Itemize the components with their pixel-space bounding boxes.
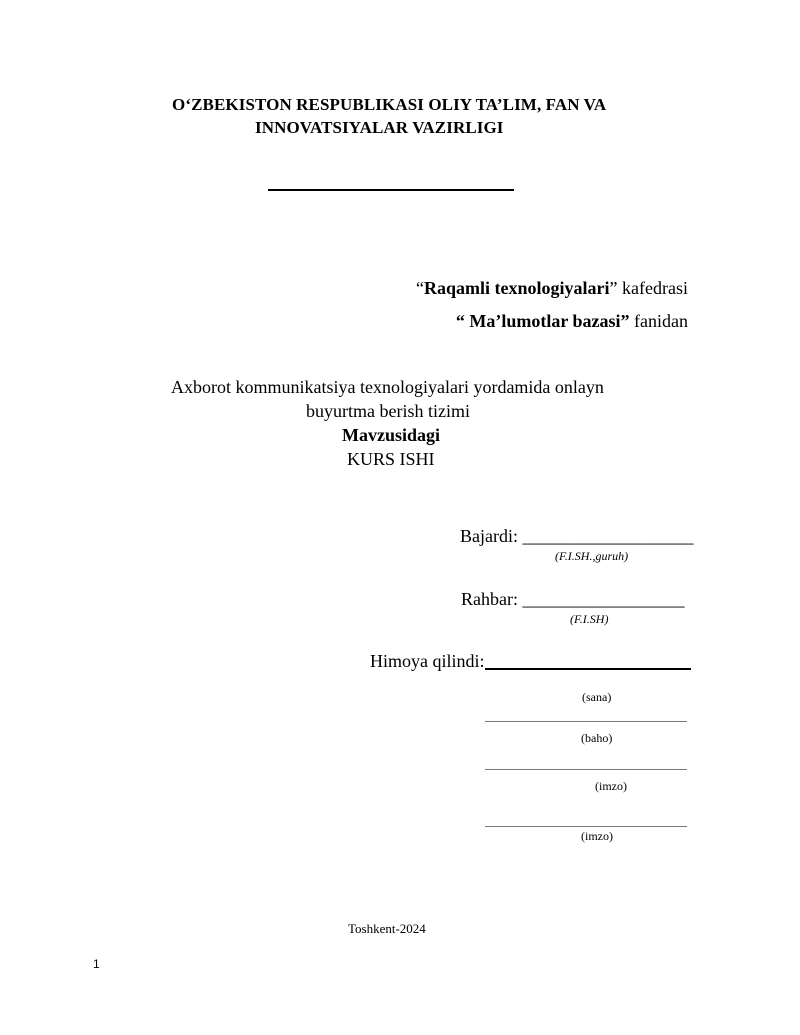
- ministry-title-line2: INNOVATSIYALAR VAZIRLIGI: [255, 118, 504, 137]
- subject-line: [456, 311, 688, 332]
- page-number: 1: [93, 957, 100, 971]
- department-line: [416, 278, 688, 299]
- university-blank-line: [268, 189, 514, 191]
- grade-hint: (baho): [581, 731, 613, 745]
- city-year: Toshkent-2024: [348, 921, 426, 936]
- supervisor-hint: (F.I.SH): [570, 612, 609, 626]
- signature-blank-line-2: [485, 826, 687, 827]
- signature-hint-1: (imzo): [595, 779, 627, 793]
- topic-line2: buyurtma berish tizimi: [306, 401, 470, 421]
- defended-label: Himoya qilindi:: [370, 651, 485, 671]
- grade-blank-line: [485, 721, 687, 722]
- subject-name: “ Ma’lumotlar bazasi”: [455, 311, 630, 331]
- supervisor-label: Rahbar: __________________: [461, 589, 685, 609]
- department-open-quote: “: [416, 278, 425, 298]
- department-suffix: kafedrasi: [617, 278, 688, 298]
- ministry-title-line1: O‘ZBEKISTON RESPUBLIKASI OLIY TA’LIM, FAN VA: [172, 95, 607, 114]
- work-type: KURS ISHI: [347, 449, 435, 469]
- performer-label: Bajardi: ___________________: [460, 526, 694, 546]
- defended-blank-line: [485, 668, 691, 670]
- topic-label: Mavzusidagi: [342, 425, 441, 445]
- subject-suffix: fanidan: [629, 311, 688, 331]
- performer-hint: (F.I.SH.,guruh): [555, 549, 629, 563]
- signature-hint-2: (imzo): [581, 829, 613, 843]
- department-close-quote: ”: [609, 278, 618, 298]
- signature-blank-line-1: [485, 769, 687, 770]
- department-name: Raqamli texnologiyalari: [424, 278, 610, 298]
- topic-line1: Axborot kommunikatsiya texnologiyalari yordamida onlayn: [171, 377, 604, 397]
- date-hint: (sana): [582, 690, 612, 704]
